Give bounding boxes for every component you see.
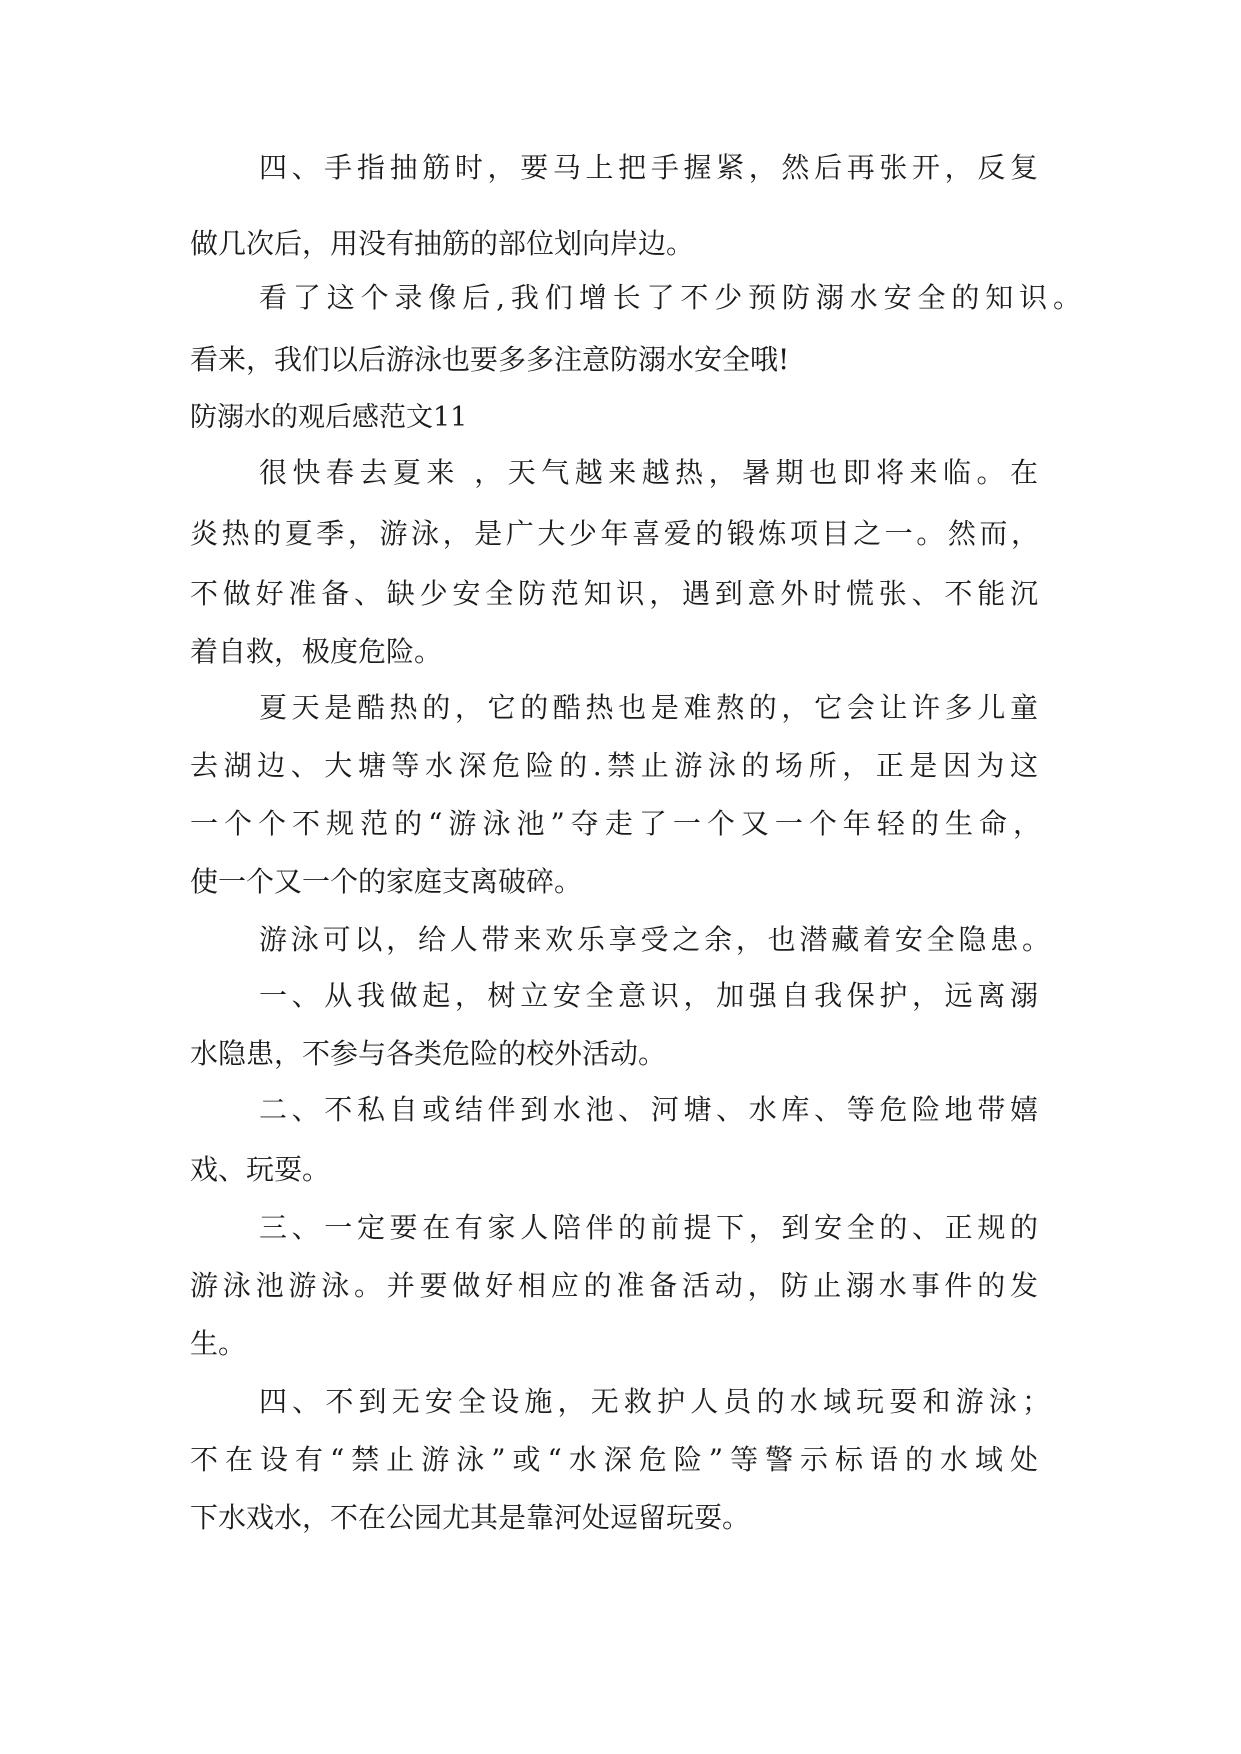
paragraph-line: 二、不私自或结伴到水池、河塘、水库、等危险地带嬉 (259, 1093, 1038, 1126)
paragraph-line: 看了这个录像后,我们增长了不少预防溺水安全的知识。 (259, 281, 1081, 314)
paragraph-line: 戏、玩耍。 (190, 1153, 331, 1186)
paragraph-line: 做几次后，用没有抽筋的部位划向岸边。 (190, 227, 695, 260)
paragraph-line: 使一个又一个的家庭支离破碎。 (190, 865, 583, 898)
paragraph-line: 四、不到无安全设施，无救护人员的水域玩耍和游泳； (259, 1385, 1050, 1418)
paragraph-line: 游泳池游泳。并要做好相应的准备活动，防止溺水事件的发 (190, 1269, 1038, 1302)
paragraph-line: 下水戏水，不在公园尤其是靠河处逗留玩耍。 (190, 1501, 751, 1534)
paragraph-line: 很快春去夏来 ，天气越来越热，暑期也即将来临。在 (259, 456, 1038, 489)
paragraph-line: 看来，我们以后游泳也要多多注意防溺水安全哦! (190, 343, 790, 376)
paragraph-line: 游泳可以，给人带来欢乐享受之余，也潜藏着安全隐患。 (259, 923, 1050, 956)
paragraph-line: 一、从我做起，树立安全意识，加强自我保护，远离溺 (259, 979, 1038, 1012)
section-heading: 防溺水的观后感范文11 (190, 402, 468, 433)
paragraph-line: 生。 (190, 1327, 247, 1360)
paragraph-line: 三、一定要在有家人陪伴的前提下，到安全的、正规的 (259, 1211, 1038, 1244)
paragraph-line: 炎热的夏季，游泳，是广大少年喜爱的锻炼项目之一。然而， (190, 517, 1039, 550)
paragraph-line: 夏天是酷热的，它的酷热也是难熬的，它会让许多儿童 (259, 691, 1038, 724)
paragraph-line: 不在设有“禁止游泳”或“水深危险”等警示标语的水域处 (190, 1443, 1038, 1476)
paragraph-line: 去湖边、大塘等水深危险的.禁止游泳的场所，正是因为这 (190, 749, 1038, 782)
paragraph-line: 水隐患，不参与各类危险的校外活动。 (190, 1037, 667, 1070)
paragraph-line: 着自救，极度危险。 (190, 635, 443, 668)
paragraph-line: 一个个不规范的“游泳池”夺走了一个又一个年轻的生命， (190, 807, 1041, 840)
paragraph-line: 四、手指抽筋时，要马上把手握紧，然后再张开，反复 (259, 151, 1038, 184)
paragraph-line: 不做好准备、缺少安全防范知识，遇到意外时慌张、不能沉 (190, 577, 1038, 610)
